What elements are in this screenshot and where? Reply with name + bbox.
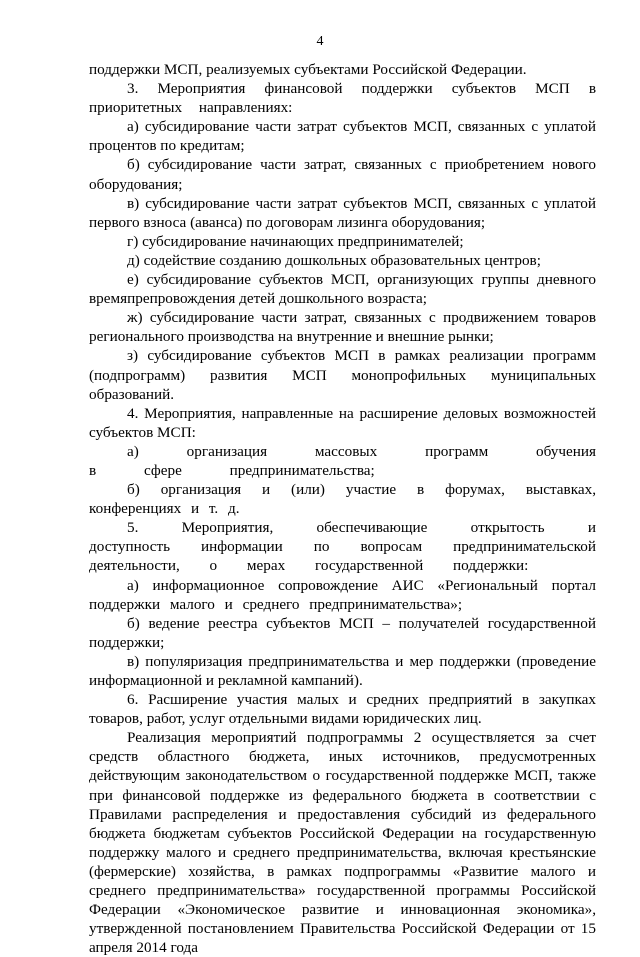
list-item-3d: г) субсидирование начинающих предпринимателей;: [127, 232, 464, 250]
list-item-3c: в) субсидирование части затрат субъектов МСП, связанных с уплатой первого взноса (аванса) по договорам лизинга оборудования;: [89, 194, 596, 231]
paragraph-item-6: 6. Расширение участия малых и средних предприятий в закупках товаров, работ, услуг отдельными видами юридических лиц.: [89, 691, 596, 728]
list-item-3f: е) субсидирование субъектов МСП, организующих группы дневного времяпрепровождения детей дошкольного возраста;: [89, 271, 596, 308]
list-item-4a: а) организация массовых программ обучения в сфере предпринимательства;: [89, 442, 596, 479]
list-item-3b: б) субсидирование части затрат, связанных с приобретением нового оборудования;: [89, 156, 596, 193]
list-item-3a: а) субсидирование части затрат субъектов МСП, связанных с уплатой процентов по кредитам;: [89, 118, 596, 155]
list-item-3e: д) содействие созданию дошкольных образовательных центров;: [127, 251, 541, 269]
paragraph-item-3: 3. Мероприятия финансовой поддержки субъектов МСП в приоритетных направлениях:: [89, 80, 596, 117]
list-item-5a: а) информационное сопровождение АИС «Региональный портал поддержки малого и среднего предпринимательства»;: [89, 576, 596, 613]
list-item-4b: б) организация и (или) участие в форумах, выставках, конференциях и т. д.: [89, 481, 596, 518]
paragraph-implementation: Реализация мероприятий подпрограммы 2 осуществляется за счет средств областного бюджета, иных источников, предусмотренных действующим законодательством о государственной поддержке МСП, также при финансовой поддержке из федерального бюджета в соответствии с Правилами распределения и предоставления субсидий из федерального бюджета бюджетам субъектов Российской Федерации на государственную поддержку малого и среднего предпринимательства, включая крестьянские (фермерские) хозяйства, в рамках подпрограммы «Развитие малого и среднего предпринимательства» государственной программы Российской Федерации «Экономическое развитие и инновационная экономика», утвержденной постановлением Правительства Российской Федерации от 15 апреля 2014 года: [89, 729, 596, 957]
list-item-5c: в) популяризация предпринимательства и мер поддержки (проведение информационной и рекламной кампаний).: [89, 652, 596, 689]
paragraph-item-4: 4. Мероприятия, направленные на расширение деловых возможностей субъектов МСП:: [89, 404, 596, 441]
list-item-5b: б) ведение реестра субъектов МСП – получателей государственной поддержки;: [89, 614, 596, 651]
list-item-3h: з) субсидирование субъектов МСП в рамках реализации программ (подпрограмм) развития МСП монопрофильных муниципальных образований.: [89, 347, 596, 403]
paragraph-continuation: поддержки МСП, реализуемых субъектами Российской Федерации.: [89, 61, 527, 78]
paragraph-item-5: 5. Мероприятия, обеспечивающие открытость и доступность информации по вопросам предпринимательской деятельности, о мерах государственной поддержки:: [89, 519, 596, 575]
list-item-3g: ж) субсидирование части затрат, связанных с продвижением товаров регионального производства на внутренние и внешние рынки;: [89, 309, 596, 346]
document-body: [89, 60, 596, 957]
page-number: 4: [316, 34, 324, 49]
